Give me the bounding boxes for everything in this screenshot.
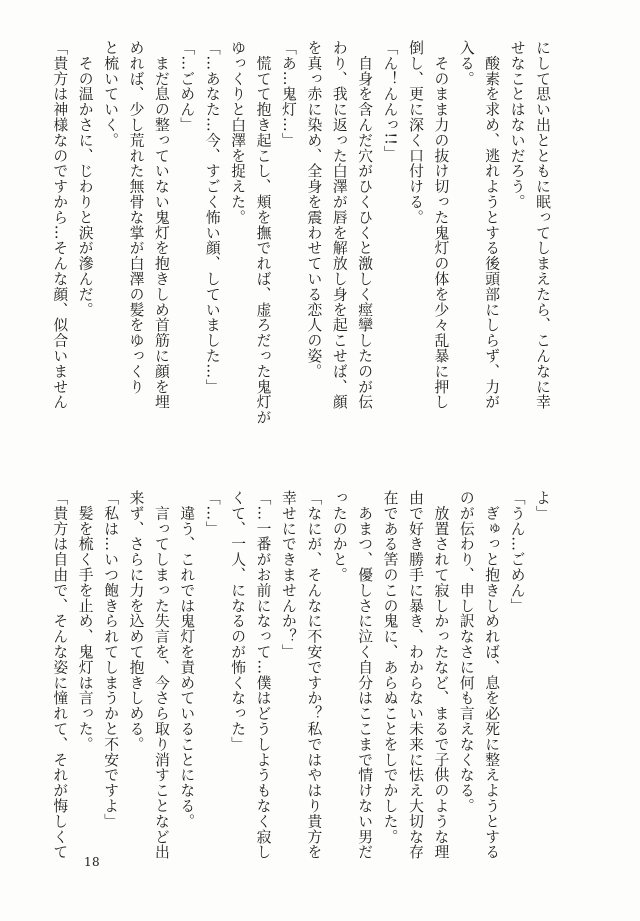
text-line: よ」: [534, 490, 551, 521]
text-line: 「あ…鬼灯…」: [279, 40, 297, 148]
text-line: のが伝わり、申し訳なさに何も言えなくなる。: [457, 490, 475, 814]
text-line: 「ん！んんっ!!」: [381, 40, 399, 161]
text-line: 自身を含んだ穴がひくひくと激しく痙攣したのが伝: [356, 40, 374, 410]
text-line: 来ず、さらに力を込めて抱きしめる。: [127, 490, 145, 752]
text-line: まだ息の整っていない鬼灯を抱きしめ首筋に顔を埋: [152, 40, 170, 410]
text-line: 幸せにできませんか？」: [279, 490, 297, 660]
text-line: 「…ごめん」: [178, 40, 196, 133]
text-line: あまつ、優しさに泣く自分はここまで情けない男だ: [356, 490, 374, 860]
text-line: 「うん…ごめん」: [508, 490, 526, 614]
page-number: 18: [84, 855, 101, 869]
text-line: ゆっくりと白澤を捉えた。: [229, 40, 247, 225]
text-line: 「なにが、そんなに不安ですか？私ではやはり貴方を: [305, 490, 323, 860]
text-line: 「…あなた…今、すごく怖い顔、していました…」: [203, 40, 221, 395]
text-line: 在である筈のこの鬼に、あらぬことをしでかした。: [381, 490, 399, 845]
text-line: 髪を梳く手を止め、鬼灯は言った。: [76, 490, 94, 752]
text-line: せなことはないだろう。: [508, 40, 526, 210]
text-line: くて、一人、になるのが怖くなった」: [229, 490, 247, 752]
text-line: ぎゅっと抱きしめれば、息を必死に整えようとする: [483, 490, 501, 860]
text-line: 慌てて抱き起こし、頬を撫でれば、虚ろだった鬼灯が: [254, 40, 272, 425]
text-line: ったのかと。: [330, 490, 348, 583]
text-line: めれば、少し荒れた無骨な掌が白澤の髪をゆっくり: [127, 40, 145, 395]
text-line: 由で好き勝手に暴き、わからない未来に怯え大切な存: [406, 490, 424, 860]
text-line: その温かさに、じわりと涙が滲んだ。: [76, 40, 94, 318]
text-line: 「…」: [203, 490, 221, 537]
text-line: わり、我に返った白澤が唇を解放し身を起こせば、顔: [330, 40, 348, 410]
text-line: 言ってしまった失言を、今さら取り消すことなど出: [152, 490, 170, 860]
text-line: 倒し、更に深く口付ける。: [406, 40, 424, 225]
text-line: 放置されて寂しかったなど、まるで子供のような理: [432, 490, 450, 860]
text-line: 違う、これでは鬼灯を責めていることになる。: [178, 490, 196, 829]
text-line: と梳いていく。: [102, 40, 120, 148]
text-line: を真っ赤に染め、全身を震わせている恋人の姿。: [305, 40, 323, 379]
text-line: 「貴方は自由で、そんな姿に憧れて、それが悔しくて: [51, 490, 69, 860]
text-line: にして思い出とともに眠ってしまえたら、こんなに幸: [534, 40, 551, 410]
text-line: 「私は…いつ飽きられてしまうかと不安ですよ」: [102, 490, 120, 829]
text-line: 酸素を求め、逃れようとする後頭部にしらず、力が: [483, 40, 501, 410]
text-line: 「貴方は神様なのですから…そんな顔、似合いません: [51, 40, 69, 410]
text-line: 「…一番がお前になって…僕はどうしようもなく寂し: [254, 490, 272, 860]
text-column-top: [51, 40, 555, 432]
text-line: そのまま力の抜け切った鬼灯の体を少々乱暴に押し: [432, 40, 450, 410]
text-line: 入る。: [457, 40, 475, 87]
